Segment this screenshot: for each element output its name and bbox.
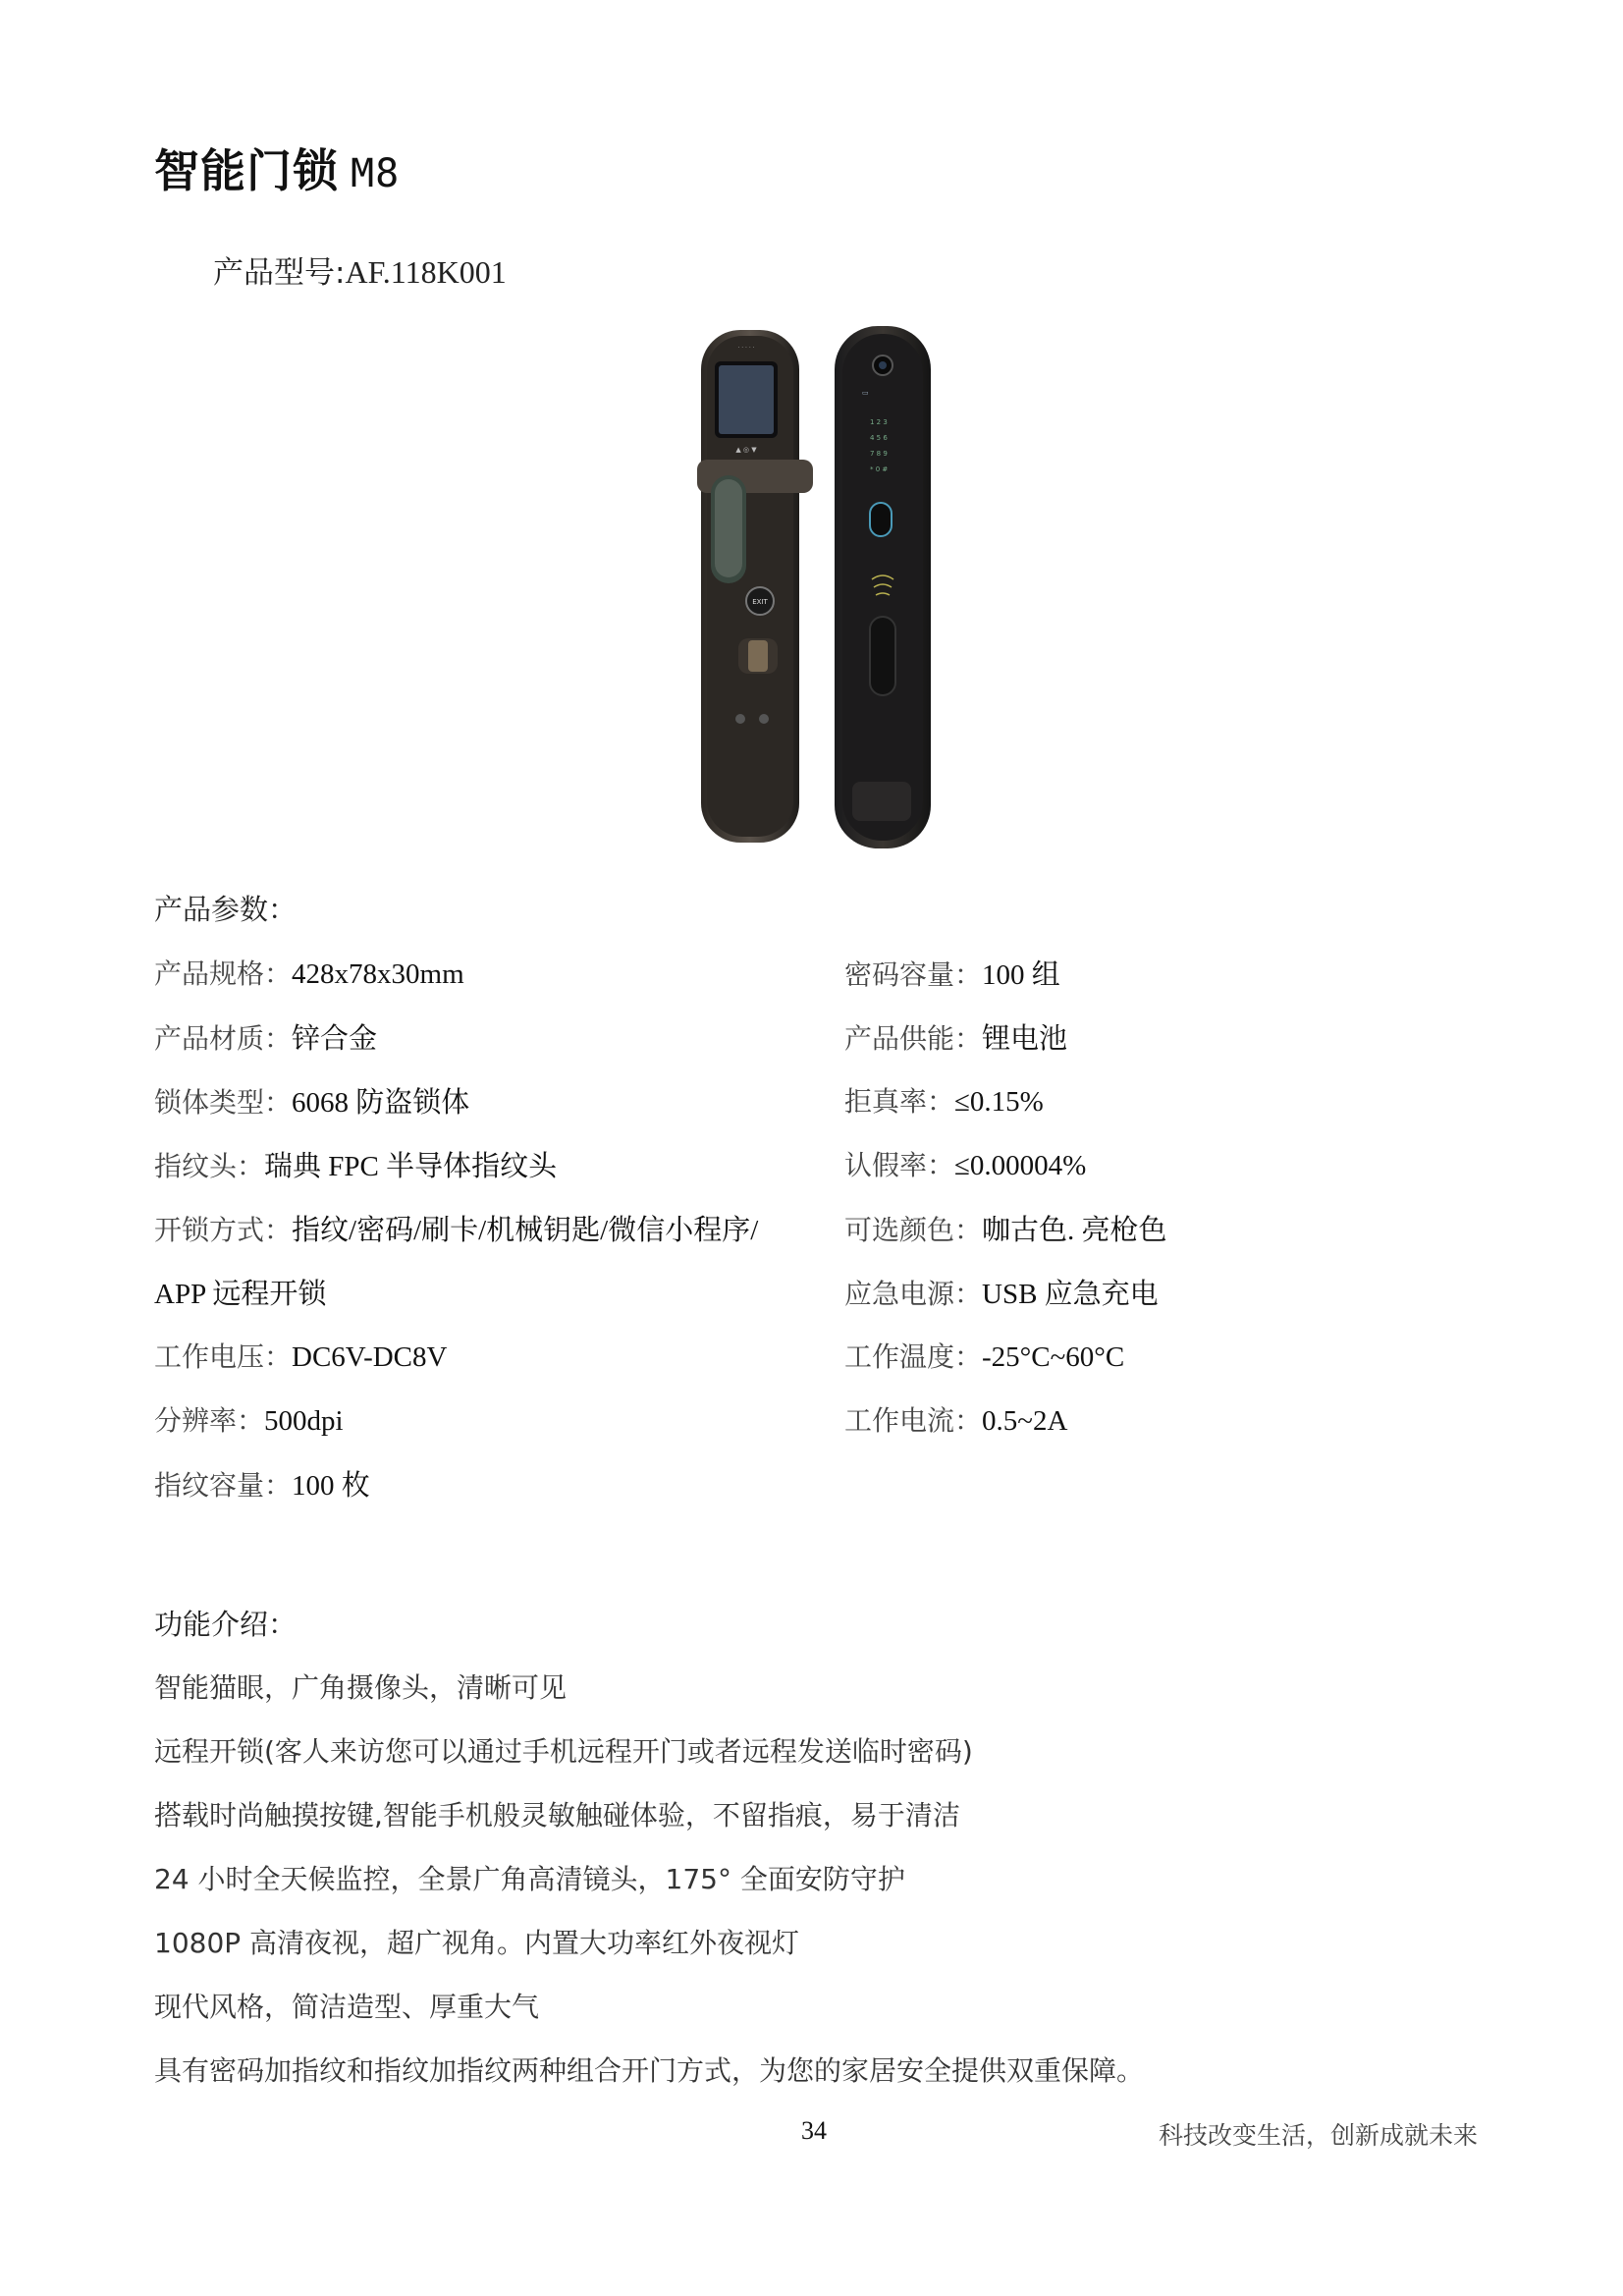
param-value: 500dpi [264,1405,344,1437]
param-row [844,1272,1159,1312]
param-value: 0.5~2A [982,1405,1068,1437]
param-row [154,1336,447,1375]
param-value: 锌合金 [292,1023,378,1055]
model-number-line [213,247,507,292]
param-label: 拒真率： [844,1085,955,1118]
product-image [687,322,952,852]
param-value: 100 枚 [292,1470,370,1502]
feature-item: 搭载时尚触摸按键,智能手机般灵敏触碰体验，不留指痕，易于清洁 [154,1799,960,1831]
title-chinese: 智能门锁 [154,144,339,197]
param-label: 锁体类型： [154,1086,293,1119]
lock-back-panel [697,330,813,843]
params-heading: 产品参数： [154,893,298,926]
svg-text:7 8 9: 7 8 9 [870,450,888,458]
param-value: ≤0.15% [954,1086,1044,1118]
param-row [154,1399,344,1439]
param-value: 锂电池 [982,1023,1068,1055]
page-number: 34 [801,2116,827,2145]
param-row [154,1208,758,1248]
param-row [154,1272,326,1312]
param-value: APP 远程开锁 [154,1279,327,1310]
param-row [844,1208,1167,1248]
exit-button-label: EXIT [752,598,768,606]
feature-item: 智能猫眼，广角摄像头，清晰可见 [154,1671,568,1704]
svg-text:* 0 #: * 0 # [870,465,889,473]
param-row [844,1080,1044,1120]
param-row [154,1144,557,1184]
param-row [844,1016,1067,1057]
feature-item: 具有密码加指纹和指纹加指纹两种组合开门方式，为您的家居安全提供双重保障。 [154,2054,1145,2087]
param-value: 100 组 [982,959,1060,991]
param-label: 产品供能： [844,1022,983,1055]
param-row [844,1336,1124,1375]
model-label: 产品型号: [213,255,346,291]
param-row [844,1144,1086,1183]
feature-item: 远程开锁(客人来访您可以通过手机远程开门或者远程发送临时密码) [154,1735,973,1768]
param-row [154,1080,469,1121]
param-value: USB 应急充电 [982,1279,1159,1310]
svg-text:4 5 6: 4 5 6 [870,434,888,442]
param-row [844,1399,1067,1439]
lock-front-panel [835,326,931,848]
svg-text:· · · · ·: · · · · · [737,345,755,352]
param-label: 工作电压： [154,1340,293,1373]
param-value: DC6V-DC8V [292,1341,448,1373]
param-label: 产品规格： [154,957,293,990]
param-label: 密码容量： [844,958,983,991]
feature-item: 1080P 高清夜视，超广视角。内置大功率红外夜视灯 [154,1927,800,1959]
svg-text:▲ ◎ ▼: ▲ ◎ ▼ [735,446,757,454]
feature-item: 现代风格，简洁造型、厚重大气 [154,1991,540,2023]
model-value: AF.118K001 [345,254,507,290]
param-value: -25°C~60°C [982,1341,1125,1373]
feature-item: 24 小时全天候监控，全景广角高清镜头，175° 全面安防守护 [154,1863,905,1895]
param-label: 开锁方式： [154,1214,293,1246]
param-value: 瑞典 FPC 半导体指纹头 [264,1151,558,1182]
param-value: 6068 防盗锁体 [292,1087,470,1119]
param-label: 指纹头： [154,1150,265,1182]
param-label: 分辨率： [154,1404,265,1437]
param-value: 指纹/密码/刷卡/机械钥匙/微信小程序/ [292,1215,759,1246]
param-label: 可选颜色： [844,1214,983,1246]
param-value: 咖古色. 亮枪色 [982,1215,1167,1246]
svg-text:▭: ▭ [862,389,869,397]
page-title [154,136,400,200]
param-value: 428x78x30mm [292,958,464,990]
param-label: 应急电源： [844,1278,983,1310]
param-label: 产品材质： [154,1022,293,1055]
param-label: 指纹容量： [154,1469,293,1502]
param-label: 工作温度： [844,1340,983,1373]
param-row [154,1463,370,1503]
features-heading: 功能介绍： [154,1608,298,1641]
title-model: M8 [351,151,401,196]
footer-slogan: 科技改变生活，创新成就未来 [1159,2121,1479,2150]
svg-text:1 2 3: 1 2 3 [870,418,888,426]
param-row [844,953,1060,993]
param-label: 工作电流： [844,1404,983,1437]
param-value: ≤0.00004% [954,1150,1087,1181]
param-row [154,1016,377,1057]
param-label: 认假率： [844,1149,955,1181]
param-row [154,953,464,992]
